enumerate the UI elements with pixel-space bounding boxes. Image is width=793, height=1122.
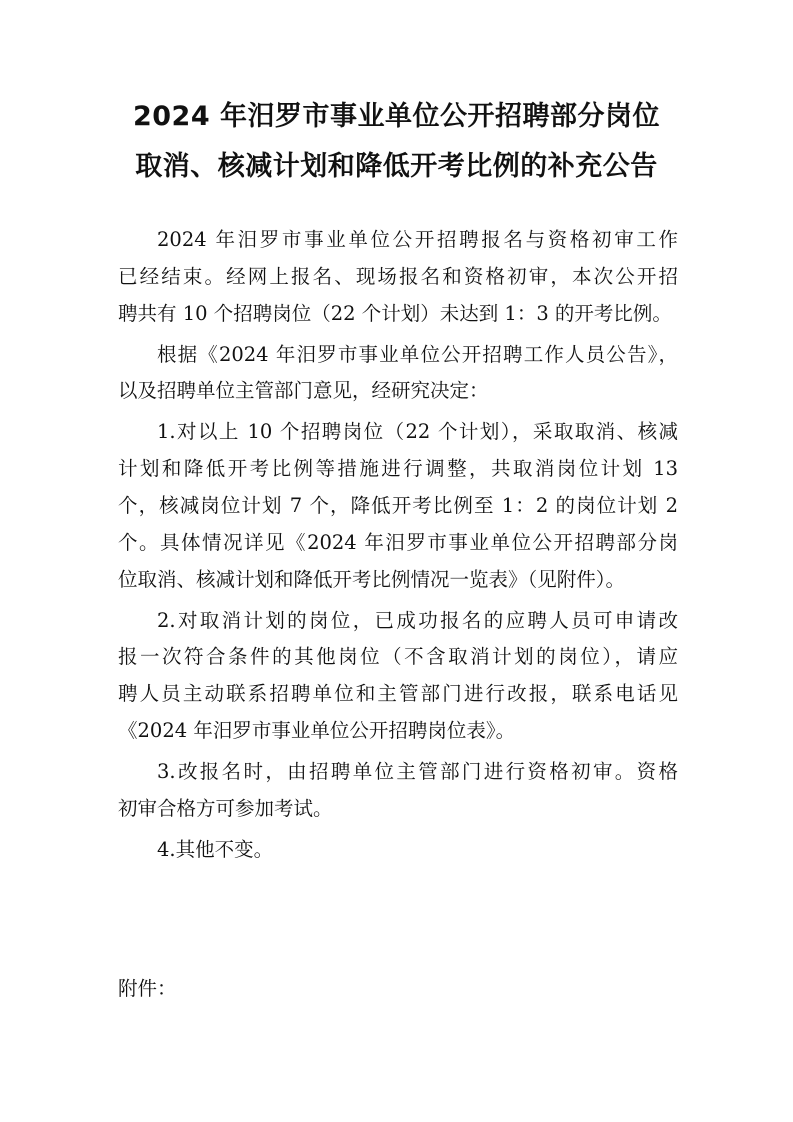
text-line: 4.其他不变。 <box>157 837 274 861</box>
paragraph-intro <box>118 222 678 332</box>
text-line: 以及招聘单位主管部门意见，经研究决定： <box>118 379 489 403</box>
text-line: 3.改报名时，由招聘单位主管部门进行资格初审。资格 <box>157 759 678 783</box>
text-line: 初审合格方可参加考试。 <box>118 796 333 820</box>
annex-label: 附件： <box>118 977 177 1000</box>
text-line: 报一次符合条件的其他岗位（不含取消计划的岗位），请应 <box>118 645 678 669</box>
text-line: 2.对取消计划的岗位，已成功报名的应聘人员可申请改 <box>157 608 678 632</box>
text-line: 聘共有 10 个招聘岗位（22 个计划）未达到 1：3 的开考比例。 <box>118 301 672 325</box>
text-line: 个。具体情况详见《2024 年汨罗市事业单位公开招聘部分岗 <box>118 530 678 554</box>
title-line: 2024 年汨罗市事业单位公开招聘部分岗位 <box>132 101 661 132</box>
document-title <box>60 92 733 192</box>
text-line: 个，核减岗位计划 7 个，降低开考比例至 1：2 的岗位计划 2 <box>118 493 678 517</box>
paragraph-item-2 <box>118 603 678 750</box>
text-line: 根据《2024 年汨罗市事业单位公开招聘工作人员公告》， <box>157 342 678 366</box>
text-line: 计划和降低开考比例等措施进行调整，共取消岗位计划 13 <box>118 457 678 481</box>
paragraph-item-4 <box>118 832 678 869</box>
paragraph-item-1 <box>118 414 678 598</box>
text-line: 《2024 年汨罗市事业单位公开招聘岗位表》。 <box>118 718 516 742</box>
text-line: 1.对以上 10 个招聘岗位（22 个计划），采取取消、核减 <box>157 420 678 444</box>
text-line: 已经结束。经网上报名、现场报名和资格初审，本次公开招 <box>118 264 678 288</box>
paragraph-item-3 <box>118 754 678 828</box>
text-line: 2024 年汨罗市事业单位公开招聘报名与资格初审工作 <box>157 228 678 251</box>
text-line: 位取消、核减计划和降低开考比例情况一览表》（见附件）。 <box>118 567 626 591</box>
text-line: 聘人员主动联系招聘单位和主管部门进行改报，联系电话见 <box>118 682 678 706</box>
paragraph-basis <box>118 337 678 411</box>
title-line: 取消、核减计划和降低开考比例的补充公告 <box>135 151 658 182</box>
document-body <box>118 222 678 873</box>
